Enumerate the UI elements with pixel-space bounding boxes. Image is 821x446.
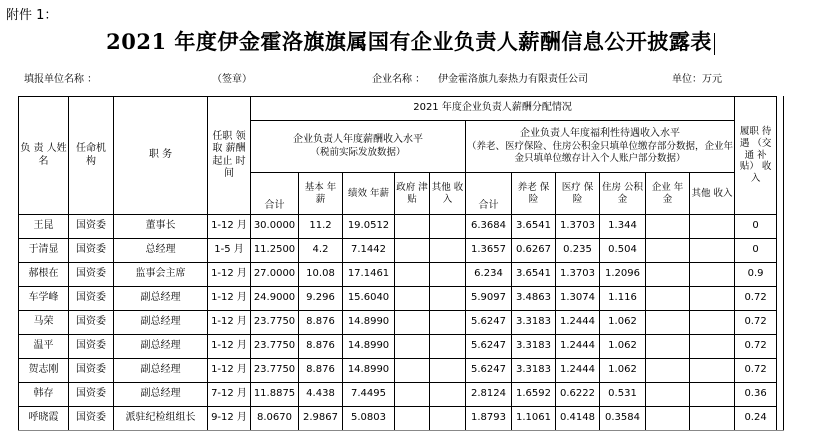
cell-gov: [395, 383, 430, 407]
cell-medical: 1.3074: [556, 287, 600, 311]
cell-medical: 1.3703: [556, 215, 600, 239]
cell-medical: 1.2444: [556, 311, 600, 335]
cell-wother: [690, 359, 735, 383]
cell-annuity: [646, 407, 690, 431]
header-other-income: 其他 收入: [430, 173, 466, 215]
cell-pension: 3.3183: [512, 335, 556, 359]
cell-other: [430, 311, 466, 335]
cell-period: 1-12 月: [208, 287, 251, 311]
cell-medical: 0.235: [556, 239, 600, 263]
cell-wother: [690, 215, 735, 239]
cell-perf: 14.8990: [343, 359, 395, 383]
cell-allow: 0.72: [735, 359, 777, 383]
cell-base: 4.2: [299, 239, 343, 263]
cell-period: 1-5 月: [208, 239, 251, 263]
cell-base: 8.876: [299, 311, 343, 335]
cell-perf: 15.6040: [343, 287, 395, 311]
cell-total: 27.0000: [251, 263, 299, 287]
cell-dept: 国资委: [69, 383, 114, 407]
cell-period: 1-12 月: [208, 359, 251, 383]
cell-wtotal: 1.3657: [466, 239, 512, 263]
cell-other: [430, 215, 466, 239]
cell-pension: 0.6267: [512, 239, 556, 263]
cell-housing: 1.344: [600, 215, 646, 239]
cell-housing: 1.062: [600, 359, 646, 383]
text-cursor: [714, 33, 715, 55]
salary-table: [18, 96, 777, 431]
cell-period: 1-12 月: [208, 215, 251, 239]
cell-gov: [395, 215, 430, 239]
cell-other: [430, 407, 466, 431]
cell-total: 11.2500: [251, 239, 299, 263]
table-row: [19, 215, 777, 239]
header-annuity: 企业 年金: [646, 173, 690, 215]
cell-medical: 1.2444: [556, 359, 600, 383]
cell-period: 1-12 月: [208, 335, 251, 359]
cell-pension: 1.6592: [512, 383, 556, 407]
cell-name: 车学峰: [19, 287, 69, 311]
cell-allow: 0.72: [735, 287, 777, 311]
cell-medical: 0.6222: [556, 383, 600, 407]
welfare-group-title: 企业负责人年度福利性待遇收入水平: [520, 128, 681, 140]
cell-perf: 19.0512: [343, 215, 395, 239]
cell-dept: 国资委: [69, 311, 114, 335]
header-tenure: 任职 领取 薪酬 起止 时间: [208, 97, 251, 215]
cell-wother: [690, 263, 735, 287]
cell-allow: 0.24: [735, 407, 777, 431]
cell-total: 24.9000: [251, 287, 299, 311]
cell-perf: 14.8990: [343, 311, 395, 335]
cell-other: [430, 335, 466, 359]
cell-total: 23.7750: [251, 311, 299, 335]
cell-pension: 3.3183: [512, 359, 556, 383]
cell-total: 23.7750: [251, 359, 299, 383]
table-row: [19, 359, 777, 383]
header-tenure-allowance: 履职 待遇 （交通 补贴） 收入: [735, 97, 777, 215]
cell-wtotal: 5.6247: [466, 311, 512, 335]
cell-position: 副总经理: [114, 311, 208, 335]
cell-perf: 5.0803: [343, 407, 395, 431]
cell-position: 董事长: [114, 215, 208, 239]
company-name: 伊金霍洛旗九泰热力有限责任公司: [438, 74, 588, 85]
cell-gov: [395, 407, 430, 431]
cell-position: 监事会主席: [114, 263, 208, 287]
table-row: [19, 263, 777, 287]
cell-total: 23.7750: [251, 335, 299, 359]
cell-perf: 17.1461: [343, 263, 395, 287]
cell-housing: 0.3584: [600, 407, 646, 431]
cell-name: 贺志刚: [19, 359, 69, 383]
cell-dept: 国资委: [69, 239, 114, 263]
cell-gov: [395, 263, 430, 287]
cell-name: 呼晓霞: [19, 407, 69, 431]
cell-pension: 1.1061: [512, 407, 556, 431]
cell-other: [430, 383, 466, 407]
seal-label: （签章）: [212, 74, 252, 85]
cell-perf: 7.4495: [343, 383, 395, 407]
cell-annuity: [646, 359, 690, 383]
unit-of-measure: 单位：万元: [672, 74, 722, 85]
cell-wtotal: 5.6247: [466, 359, 512, 383]
header-position: 职 务: [114, 97, 208, 215]
cell-dept: 国资委: [69, 215, 114, 239]
header-gov-subsidy: 政府 津贴: [395, 173, 430, 215]
cell-medical: 0.4148: [556, 407, 600, 431]
cell-total: 30.0000: [251, 215, 299, 239]
cell-dept: 国资委: [69, 359, 114, 383]
cell-wother: [690, 287, 735, 311]
cell-dept: 国资委: [69, 407, 114, 431]
cell-period: 1-12 月: [208, 263, 251, 287]
cell-name: 温平: [19, 335, 69, 359]
cell-position: 副总经理: [114, 335, 208, 359]
header-appointer: 任命机 构: [69, 97, 114, 215]
welfare-group-note: （养老、医疗保险、住房公积金只填单位缴存部分数据，企业年金只填单位缴存计入个人账户部分数据）: [467, 140, 734, 164]
header-welfare-total: 合计: [466, 173, 512, 215]
cell-annuity: [646, 311, 690, 335]
header-base-salary: 基本 年薪: [299, 173, 343, 215]
cell-period: 7-12 月: [208, 383, 251, 407]
table-row: [19, 287, 777, 311]
cell-annuity: [646, 239, 690, 263]
table-row: [19, 335, 777, 359]
table-row: [19, 311, 777, 335]
salary-group-title: 企业负责人年度薪酬收入水平: [293, 134, 423, 146]
cell-wtotal: 6.234: [466, 263, 512, 287]
cell-wtotal: 5.9097: [466, 287, 512, 311]
cell-perf: 7.1442: [343, 239, 395, 263]
header-salary-group: [251, 121, 466, 173]
cell-wtotal: 1.8793: [466, 407, 512, 431]
cell-other: [430, 287, 466, 311]
title-text: 2021 年度伊金霍洛旗旗属国有企业负责人薪酬信息公开披露表: [106, 29, 712, 54]
cell-wtotal: 6.3684: [466, 215, 512, 239]
cell-housing: 1.062: [600, 335, 646, 359]
cell-wtotal: 5.6247: [466, 335, 512, 359]
cell-perf: 14.8990: [343, 335, 395, 359]
cell-allow: 0.72: [735, 335, 777, 359]
page-title: [0, 26, 821, 56]
cell-base: 8.876: [299, 359, 343, 383]
header-name: 负 责 人姓名: [19, 97, 69, 215]
cell-annuity: [646, 335, 690, 359]
cell-allow: 0.9: [735, 263, 777, 287]
header-performance: 绩效 年薪: [343, 173, 395, 215]
table-body: [19, 215, 777, 431]
cell-allow: 0.36: [735, 383, 777, 407]
header-group: 2021 年度企业负责人薪酬分配情况: [251, 97, 735, 121]
cell-other: [430, 239, 466, 263]
cell-name: 王昆: [19, 215, 69, 239]
cell-wtotal: 2.8124: [466, 383, 512, 407]
cell-position: 总经理: [114, 239, 208, 263]
cell-gov: [395, 359, 430, 383]
cell-base: 9.296: [299, 287, 343, 311]
cell-gov: [395, 287, 430, 311]
page-bottom-line: [18, 430, 784, 431]
cell-dept: 国资委: [69, 263, 114, 287]
cell-housing: 1.2096: [600, 263, 646, 287]
cell-wother: [690, 383, 735, 407]
cell-base: 11.2: [299, 215, 343, 239]
cell-dept: 国资委: [69, 335, 114, 359]
header-medical: 医疗 保险: [556, 173, 600, 215]
cell-gov: [395, 335, 430, 359]
cell-position: 派驻纪检组组长: [114, 407, 208, 431]
cell-wother: [690, 311, 735, 335]
header-welfare-group: [466, 121, 735, 173]
header-other-welfare: 其他 收入: [690, 173, 735, 215]
cell-other: [430, 263, 466, 287]
cell-pension: 3.3183: [512, 311, 556, 335]
cell-base: 2.9867: [299, 407, 343, 431]
table-row: [19, 239, 777, 263]
cell-gov: [395, 311, 430, 335]
cell-allow: 0: [735, 239, 777, 263]
salary-group-note: （税前实际发放数据）: [310, 146, 406, 158]
cell-allow: 0: [735, 215, 777, 239]
cell-dept: 国资委: [69, 287, 114, 311]
cell-period: 9-12 月: [208, 407, 251, 431]
unit-label: 填报单位名称 ：: [24, 74, 98, 85]
cell-annuity: [646, 263, 690, 287]
cell-position: 副总经理: [114, 383, 208, 407]
cell-name: 于清显: [19, 239, 69, 263]
header-pension: 养老 保险: [512, 173, 556, 215]
cell-name: 马荣: [19, 311, 69, 335]
cell-period: 1-12 月: [208, 311, 251, 335]
cell-name: 韩存: [19, 383, 69, 407]
cell-position: 副总经理: [114, 359, 208, 383]
cell-medical: 1.3703: [556, 263, 600, 287]
cell-base: 8.876: [299, 335, 343, 359]
cell-allow: 0.72: [735, 311, 777, 335]
cell-annuity: [646, 383, 690, 407]
cell-base: 4.438: [299, 383, 343, 407]
cell-wother: [690, 239, 735, 263]
cell-housing: 1.116: [600, 287, 646, 311]
page-margin-line: [783, 96, 784, 430]
header-total: 合计: [251, 173, 299, 215]
cell-name: 郝根在: [19, 263, 69, 287]
cell-gov: [395, 239, 430, 263]
cell-housing: 0.531: [600, 383, 646, 407]
cell-medical: 1.2444: [556, 335, 600, 359]
cell-pension: 3.4863: [512, 287, 556, 311]
annex-label: 附件 1：: [6, 8, 58, 23]
table-row: [19, 383, 777, 407]
cell-wother: [690, 335, 735, 359]
cell-annuity: [646, 215, 690, 239]
cell-pension: 3.6541: [512, 215, 556, 239]
cell-pension: 3.6541: [512, 263, 556, 287]
cell-position: 副总经理: [114, 287, 208, 311]
cell-base: 10.08: [299, 263, 343, 287]
cell-housing: 0.504: [600, 239, 646, 263]
cell-wother: [690, 407, 735, 431]
table-row: [19, 407, 777, 431]
cell-other: [430, 359, 466, 383]
cell-total: 8.0670: [251, 407, 299, 431]
cell-total: 11.8875: [251, 383, 299, 407]
company-label: 企业名称 ：: [372, 74, 426, 85]
cell-housing: 1.062: [600, 311, 646, 335]
cell-annuity: [646, 287, 690, 311]
header-housing: 住房 公积金: [600, 173, 646, 215]
